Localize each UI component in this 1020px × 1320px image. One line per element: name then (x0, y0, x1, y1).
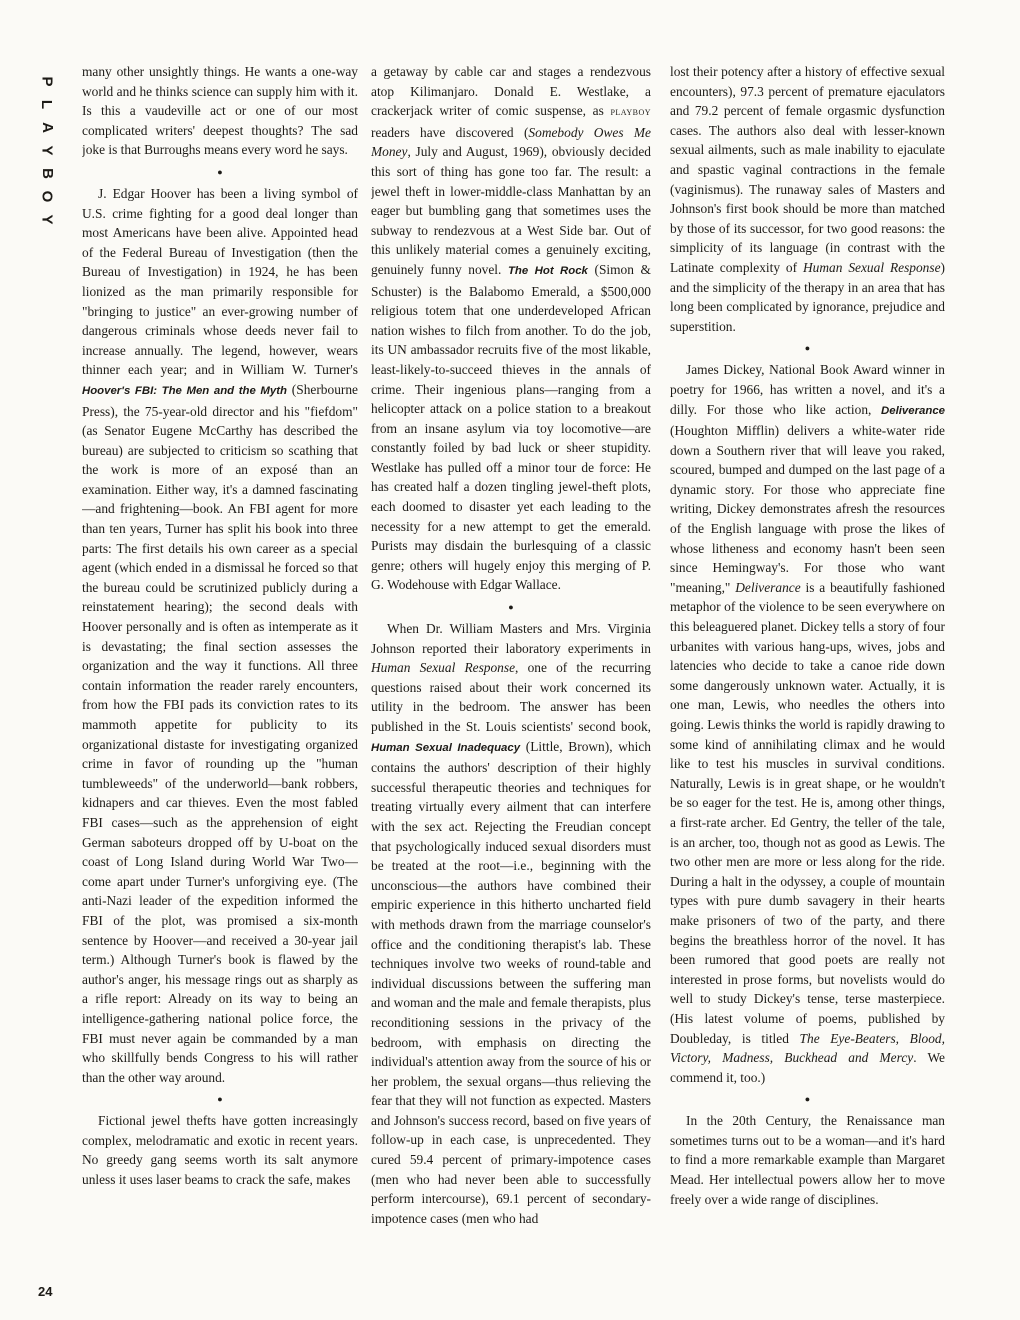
paragraph-hot-rock-review (371, 62, 651, 595)
text-run: lost their potency after a history of effective sexual encounters), 97.3 percent of premature ejaculators and 79.2 percent of female orgasmic dysfunction cases. The authors also deal with lesser-known sexual ailments, such as male inability to ejaculate and spastic vaginal contractions in the female (vaginismus). The runaway sales of Masters and Johnson's first book should be more than matched by those of its successor, for two good reasons: the simplicity of its language (in contrast with the Latinate complexity of (670, 64, 945, 275)
masthead-letter: A (38, 122, 56, 133)
magazine-name: playboy (610, 106, 651, 119)
page-number: 24 (38, 1284, 53, 1299)
section-bullet (82, 164, 358, 180)
story-title: Somebody Owes Me Money (371, 124, 651, 160)
text-run: is a beautifully fashioned metaphor of the violence to be seen everywhere on this beleaguered planet. Dickey tells a story of four urbanites with various hang-ups, wives, jobs and latencies who decide to take a canoe ride down some dangerously unknown water. Actually, it is one man, Lewis, who needles the others into going. Lewis thinks the world is rapidly drawing to some kind of annihilating climax and he would like to test his muscles in survival conditions. Naturally, Lewis is in great shape, or he wouldn't be so eager for the test. He is, among other things, a first-rate archer. Ed Gentry, the teller of the tale, is an archer, too, though not as good as Lewis. The two other men are more or less along for the ride. During a halt in the odyssey, a couple of mountain types with pure dumb savagery in their hearts make prisoners of two of the party, and there begins the breathless horror of the novel. It has been rumored that good poets are really not interested in prose forms, but novelists would do well to study Dickey's tense, terse masterpiece. (His latest volume of poems, published by Doubleday, is titled (670, 579, 945, 1046)
masthead-letter: P (38, 76, 56, 87)
masthead-letter: O (38, 190, 56, 203)
section-bullet (82, 1091, 358, 1107)
book-title: Human Sexual Response (371, 660, 516, 676)
book-title: Human Sexual Inadequacy (371, 741, 521, 754)
text-run: (Little, Brown), which contains the authors' description of their highly successful therapeutic theories and techniques for treating virtually every ailment that can interfere with the sex act. Rejecting the Freudian concept that psychologically induced sexual disorders must be treated at the root—i.e., beginning with the unconscious—the authors have combined their empiric experience in this hitherto uncharted field with methods drawn from the marriage counselor's office and the conditioning therapist's lab. These techniques involve two weeks of round-table and individual discussions between the suffering man and woman and the male and female therapists, plus reconditioning sessions in the privacy of the bedroom, with emphasis on directing the individual's attention away from the source of his or her problem, the sexual organs—thus relieving the fear that they will not function as expected. Masters and Johnson's success record, based on five years of follow-up in each case, is unprecedented. They cured 59.4 percent of primary-impotence cases (men who had never been able to successfully perform intercourse), 69.1 percent of secondary-impotence cases (men who had (371, 738, 651, 1226)
column-3 (670, 62, 945, 1298)
book-title: The Eye-Beaters, Blood, Victory, Madness, Buckhead and Mercy (670, 1030, 945, 1066)
text-run: James Dickey, National Book Award winner in poetry for 1966, has written a novel, and it's a dilly. For those who like action, (670, 362, 945, 417)
masthead-letter: Y (38, 214, 56, 225)
text-run: When Dr. William Masters and Mrs. Virginia Johnson reported their laboratory experiments in (371, 621, 651, 656)
text-run: J. Edgar Hoover has been a living symbol of U.S. crime fighting for a good deal longer than most Americans have been alive. Appointed head of the Federal Bureau of Investigation (then the Bureau of Investigation) in 1924, he has been lionized as the man primarily responsible for "bringing to justice" an ever-growing number of dangerous criminals whose deeds never fail to increase annually. The legend, however, wears thinner each year; and in William W. Turner's (82, 185, 358, 378)
paragraph-mead-review: In the 20th Century, the Renaissance man sometimes turns out to be a woman—and it's hard to find a more remarkable example than Margaret Mead. Her intellectual powers allow her to move freely over a wide range of disciplines. (670, 1113, 945, 1207)
masthead-letter: B (38, 168, 56, 179)
text-run: (Simon & Schuster) is the Balabomo Emerald, a $500,000 religious totem that one underdeveloped African nation wishes to filch from another. To do the job, its UN ambassador recruits five of the most likable, least-likely-to-succeed thieves in the annals of crime. Their ingenious plans—ranging from a helicopter attack on a police station to a breakout from an insane asylum via toy locomotive—are constantly foiled by bad luck or sheer stupidity. Westlake has pulled off a minor tour de force: He has created half a dozen tingling jewel-theft plots, each doomed to disaster yet each leading to the necessity for a new attempt to get the emerald. Purists may disdain the burlesquing of a classic genre; others will hugely enjoy this merging of P. G. Wodehouse with Edgar Wallace. (371, 261, 651, 593)
paragraph-deliverance-review (670, 360, 945, 1087)
text-run: , one of the recurring questions raised about their work concerned its utility in the bedroom. The answer has been published in the St. Louis scientists' second book, (371, 660, 651, 734)
section-bullet (670, 1091, 945, 1107)
text-run: a getaway by cable car and stages a rendezvous atop Kilimanjaro. Donald E. Westlake, a crackerjack writer of comic suspense, as (371, 64, 651, 119)
book-title: Hoover's FBI: The Men and the Myth (82, 384, 287, 397)
playboy-masthead (36, 70, 58, 231)
book-title: Human Sexual Response (803, 259, 941, 275)
text-run: (Houghton Mifflin) delivers a white-water ride down a Southern river that will leave you raked, scoured, bumped and dumped on the last page of a dynamic story. For those who appreciate fine writing, Dickey demonstrates afresh the resources of the English language with prose the likes of whose litheness and economy hasn't been seen since Hemingway's. For those who want "meaning," (670, 423, 945, 595)
text-run: . We commend it, too.) (670, 1050, 945, 1085)
paragraph-hoover-review (82, 184, 358, 1087)
book-title: The Hot Rock (507, 264, 588, 277)
paragraph (670, 62, 945, 336)
section-bullet (371, 599, 651, 615)
paragraph: Fictional jewel thefts have gotten increasingly complex, melodramatic and exotic in recent years. No greedy gang seems worth its salt anymore unless it uses laser beams to crack the safe, makes (82, 1113, 358, 1188)
paragraph-masters-johnson-review (371, 619, 651, 1228)
section-bullet (670, 340, 945, 356)
text-run: ) and the simplicity of the therapy in an area that has long been complicated by ignorance, prejudice and superstition. (670, 259, 945, 334)
text-run: , July and August, 1969), obviously decided this sort of thing has gone too far. The result: a jewel theft in lower-middle-class Manhattan by an eager but bumbling gang that sometimes uses the subway to rendezvous at a West Side bar. Out of this unlikely material comes a genuinely exciting, genuinely funny novel. (371, 144, 651, 277)
paragraph: many other unsightly things. He wants a one-way world and he thinks science can supply him with it. Is this a vaudeville act or one of our most complicated writers' deepest thoughts? The sad joke is that Burroughs means every word he says. (82, 64, 358, 158)
text-run: readers have discovered ( (371, 124, 529, 140)
book-title: Deliverance (735, 579, 801, 595)
column-1 (82, 62, 358, 1298)
column-2 (371, 62, 651, 1298)
masthead-letter: L (38, 99, 56, 110)
book-title: Deliverance (881, 404, 945, 417)
masthead-letter: Y (38, 145, 56, 156)
text-run: (Sherbourne Press), the 75-year-old director and his "fiefdom" (as Senator Eugene McCarthy has described the bureau) are subjected to criticism so scathing that the work is more of an exposé than an examination. Either way, it's a damned fascinating—and frightening—book. An FBI agent for more than ten years, Turner has split his book into three parts: The first details his own career as a special agent (which ended in a dismissal he forced so that the bureau could be scrutinized publicly during a reinstatement hearing); the second deals with Hoover personally and is often as intemperate as it is devastating; the final section assesses the organization and the way it functions. All three contain information the reader rarely encounters, from how the FBI pads its conviction rates to its mammoth appetite for publicity to its organizational distaste for investigating organized crime in favor of rounding up the "human tumbleweeds" of the underworld—bank robbers, kidnapers and car thieves. Even the most fabled FBI cases—such as the apprehension of eight German saboteurs dropped off by U-boat on the coast of Long Island during World War Two—come apart under Turner's unforgiving eye. (The anti-Nazi leader of the expedition informed the FBI of the plot, was promised a six-month sentence by Hoover—and received a 30-year jail term.) Although Turner's book is flawed by the author's anger, his message rings out as sharply as a rifle report: Already on its way to being an intelligence-gathering national police force, the FBI must never again be commanded by a man who skillfully bends Congress to his will rather than the other way around. (82, 381, 358, 1085)
